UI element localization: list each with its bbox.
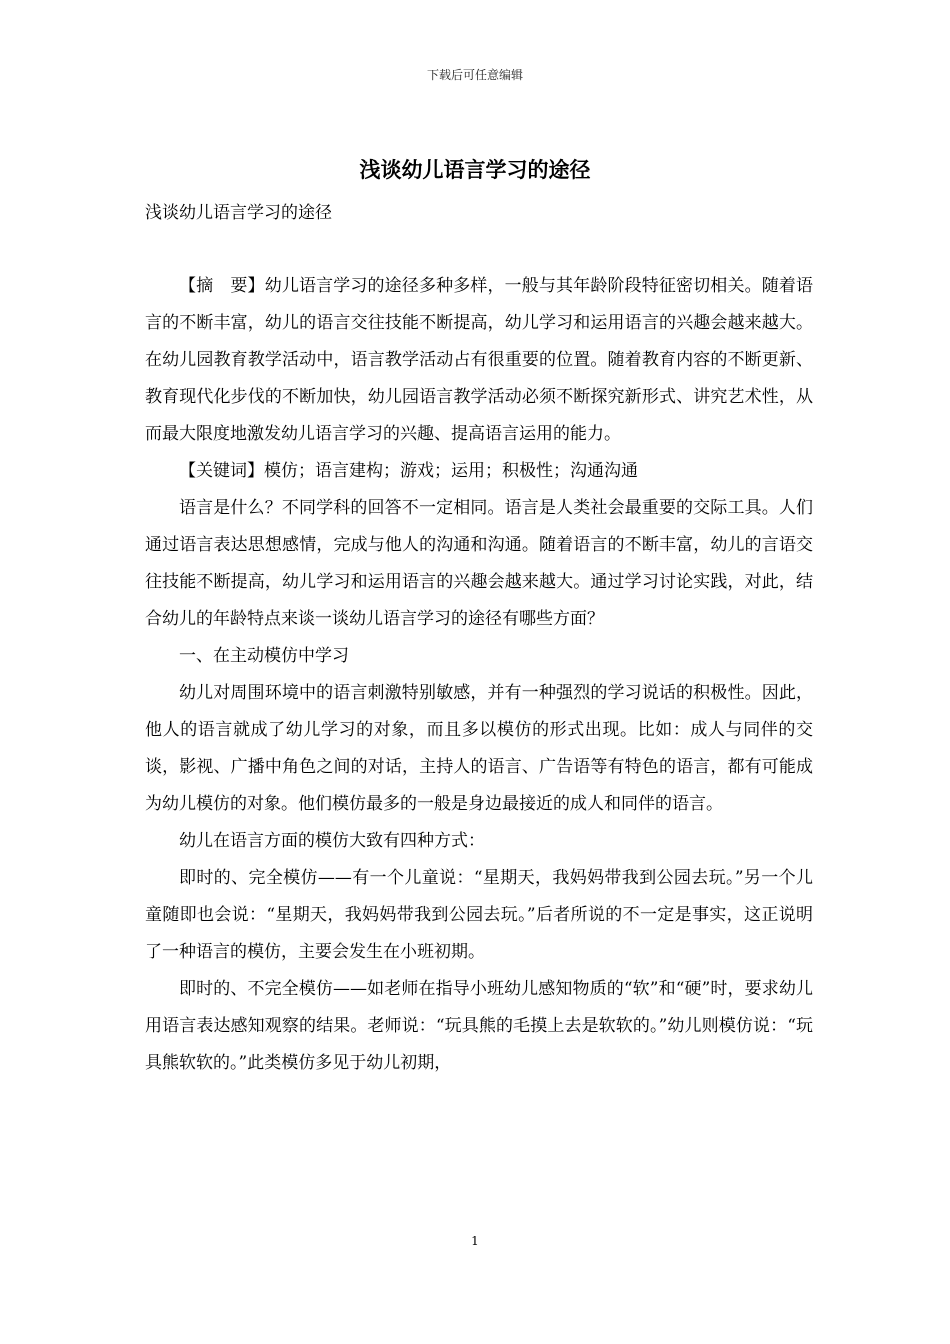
abstract-paragraph: 【摘 要】幼儿语言学习的途径多种多样，一般与其年龄阶段特征密切相关。随着语言的不断丰富，幼儿的语言交往技能不断提高，幼儿学习和运用语言的兴趣会越来越大。在幼儿园教育教学活动中，语言教学活动占有很重要的位置。随着教育内容的不断更新、教育现代化步伐的不断加快，幼儿园语言教学活动必须不断探究新形式、讲究艺术性，从而最大限度地激发幼儿语言学习的兴趣、提高语言运用的能力。 — [145, 276, 813, 444]
page-header-note: 下载后可任意编辑 — [426, 68, 523, 82]
body-paragraph: 幼儿对周围环境中的语言刺激特别敏感，并有一种强烈的学习说话的积极性。因此，他人的语言就成了幼儿学习的对象，而且多以模仿的形式出现。比如：成人与同伴的交谈，影视、广播中角色之间的对话，主持人的语言、广告语等有特色的语言，都有可能成为幼儿模仿的对象。他们模仿最多的一般是身边最接近的成人和同伴的语言。 — [145, 683, 813, 814]
intro-paragraph: 语言是什么？不同学科的回答不一定相同。语言是人类社会最重要的交际工具。人们通过语言表达思想感情，完成与他人的沟通和沟通。随着语言的不断丰富，幼儿的言语交往技能不断提高，幼儿学习和运用语言的兴趣会越来越大。通过学习讨论实践，对此，结合幼儿的年龄特点来谈一谈幼儿语言学习的途径有哪些方面？ — [145, 498, 813, 629]
document-subtitle: 浅谈幼儿语言学习的途径 — [145, 203, 332, 223]
body-paragraph: 即时的、不完全模仿——如老师在指导小班幼儿感知物质的“软”和“硬”时，要求幼儿用语言表达感知观察的结果。老师说：“玩具熊的毛摸上去是软软的。”幼儿则模仿说：“玩具熊软软的。”此类模仿多见于幼儿初期， — [145, 979, 813, 1073]
document-body — [145, 268, 813, 1082]
page-number: 1 — [471, 1234, 479, 1248]
keywords-paragraph: 【关键词】模仿；语言建构；游戏；运用；积极性；沟通沟通 — [179, 461, 638, 481]
document-title: 浅谈幼儿语言学习的途径 — [359, 157, 591, 182]
body-paragraph: 即时的、完全模仿——有一个儿童说：“星期天，我妈妈带我到公园去玩。”另一个儿童随即也会说：“星期天，我妈妈带我到公园去玩。”后者所说的不一定是事实，这正说明了一种语言的模仿，主要会发生在小班初期。 — [145, 868, 813, 962]
body-paragraph: 幼儿在语言方面的模仿大致有四种方式： — [179, 831, 485, 851]
section-heading-1: 一、在主动模仿中学习 — [179, 646, 349, 666]
